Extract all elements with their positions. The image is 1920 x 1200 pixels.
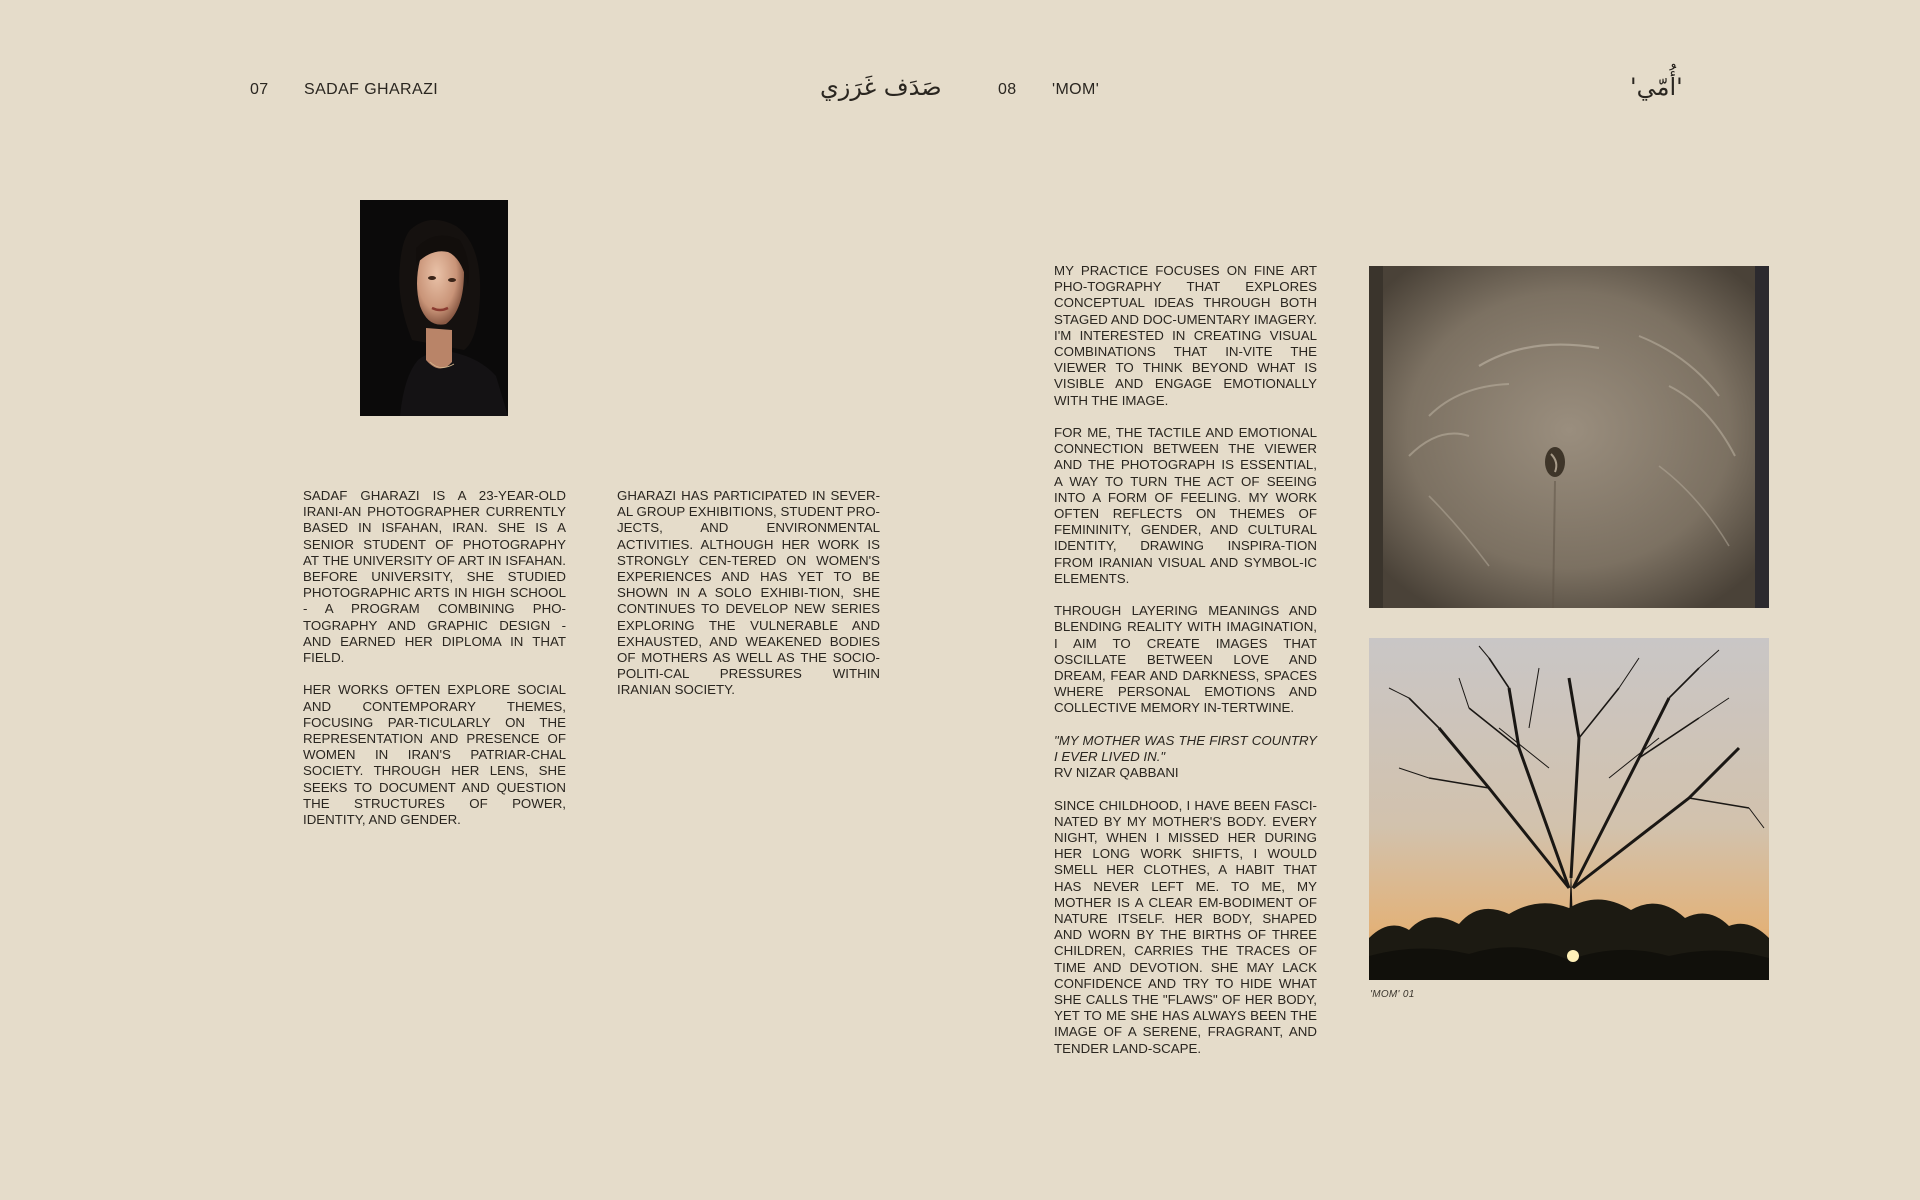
belly-photo	[1369, 266, 1769, 608]
bio-paragraph: GHARAZI HAS PARTICIPATED IN SEVER-AL GROUP EXHIBITIONS, STUDENT PRO-JECTS, AND ENVIRONMENTAL ACTIVITIES. ALTHOUGH HER WORK IS STRONGLY CEN-TERED ON WOMEN'S EXPERIENCES AND HAS YET TO BE SHOWN IN A SOLO EXHIBI-TION, SHE CONTINUES TO DEVELOP NEW SERIES EXPLORING THE VULNERABLE AND EXHAUSTED, AND WEAKENED BODIES OF MOTHERS AS WELL AS THE SOCIO-POLITI-CAL PRESSURES WITHIN IRANIAN SOCIETY.	[617, 488, 880, 698]
quote-attribution: RV NIZAR QABBANI	[1054, 765, 1179, 781]
bio-paragraph: HER WORKS OFTEN EXPLORE SOCIAL AND CONTEMPORARY THEMES, FOCUSING PAR-TICULARLY ON THE REPRESENTATION AND PRESENCE OF WOMEN IN IRAN'S PATRIAR-CHAL SOCIETY. THROUGH HER LENS, SHE SEEKS TO DOCUMENT AND QUESTION THE STRUCTURES OF POWER, IDENTITY, AND GENDER.	[303, 682, 566, 828]
bio-column-2	[617, 488, 880, 715]
statement-paragraph: FOR ME, THE TACTILE AND EMOTIONAL CONNECTION BETWEEN THE VIEWER AND THE PHOTOGRAPH IS ESSENTIAL, A WAY TO TURN THE ACT OF SEEING INTO A FORM OF FEELING. MY WORK OFTEN REFLECTS ON THEMES OF FEMININITY, GENDER, AND CULTURAL IDENTITY, DRAWING INSPIRA-TION FROM IRANIAN VISUAL AND SYMBOL-IC ELEMENTS.	[1054, 425, 1317, 586]
photo-caption: 'MOM' 01	[1370, 989, 1415, 1000]
bio-paragraph: SADAF GHARAZI IS A 23-YEAR-OLD IRANI-AN PHOTOGRAPHER CURRENTLY BASED IN ISFAHAN, IRAN. SHE IS A SENIOR STUDENT OF PHOTOGRAPHY AT THE UNIVERSITY OF ART IN ISFAHAN. BEFORE UNIVERSITY, SHE STUDIED PHOTOGRAPHIC ARTS IN HIGH SCHOOL - A PROGRAM COMBINING PHO-TOGRAPHY AND GRAPHIC DESIGN - AND EARNED HER DIPLOMA IN THAT FIELD.	[303, 488, 566, 666]
statement-paragraph: THROUGH LAYERING MEANINGS AND BLENDING REALITY WITH IMAGINATION, I AIM TO CREATE IMAGES THAT OSCILLATE BETWEEN LOVE AND DREAM, FEAR AND DARKNESS, SPACES WHERE PERSONAL EMOTIONS AND COLLECTIVE MEMORY IN-TERTWINE.	[1054, 603, 1317, 716]
series-title: 'MOM'	[1052, 81, 1100, 98]
statement-paragraph: MY PRACTICE FOCUSES ON FINE ART PHO-TOGRAPHY THAT EXPLORES CONCEPTUAL IDEAS THROUGH BOTH STAGED AND DOC-UMENTARY IMAGERY. I'M INTERESTED IN CREATING VISUAL COMBINATIONS THAT IN-VITE THE VIEWER TO THINK BEYOND WHAT IS VISIBLE AND ENGAGE EMOTIONALLY WITH THE IMAGE.	[1054, 263, 1317, 408]
artist-portrait-photo	[360, 200, 508, 416]
bio-column-1	[303, 488, 566, 844]
page-number-left: 07	[250, 81, 269, 98]
artist-statement	[1054, 263, 1317, 1073]
statement-paragraph: SINCE CHILDHOOD, I HAVE BEEN FASCI-NATED BY MY MOTHER'S BODY. EVERY NIGHT, WHEN I MISSED HER DURING HER LONG WORK SHIFTS, I WOULD SMELL HER CLOTHES, A HABIT THAT HAS NEVER LEFT ME. TO ME, MY MOTHER IS A CLEAR EM-BODIMENT OF NATURE ITSELF. HER BODY, SHAPED AND WORN BY THE BIRTHS OF THREE CHILDREN, CARRIES THE TRACES OF TIME AND DEVOTION. SHE MAY LACK CONFIDENCE AND TRY TO HIDE WHAT SHE CALLS THE "FLAWS" OF HER BODY, YET TO ME SHE HAS ALWAYS BEEN THE IMAGE OF A SERENE, FRAGRANT, AND TENDER LAND-SCAPE.	[1054, 797, 1317, 1056]
tree-photo	[1369, 638, 1769, 980]
series-title-arabic: 'أُمّي'	[1630, 73, 1683, 101]
artist-name-arabic: صَدَف غَرَزي	[820, 73, 942, 101]
page-number-right: 08	[998, 81, 1017, 98]
quote: "MY MOTHER WAS THE FIRST COUNTRY I EVER LIVED IN."	[1054, 732, 1317, 765]
artist-name: SADAF GHARAZI	[304, 81, 439, 98]
